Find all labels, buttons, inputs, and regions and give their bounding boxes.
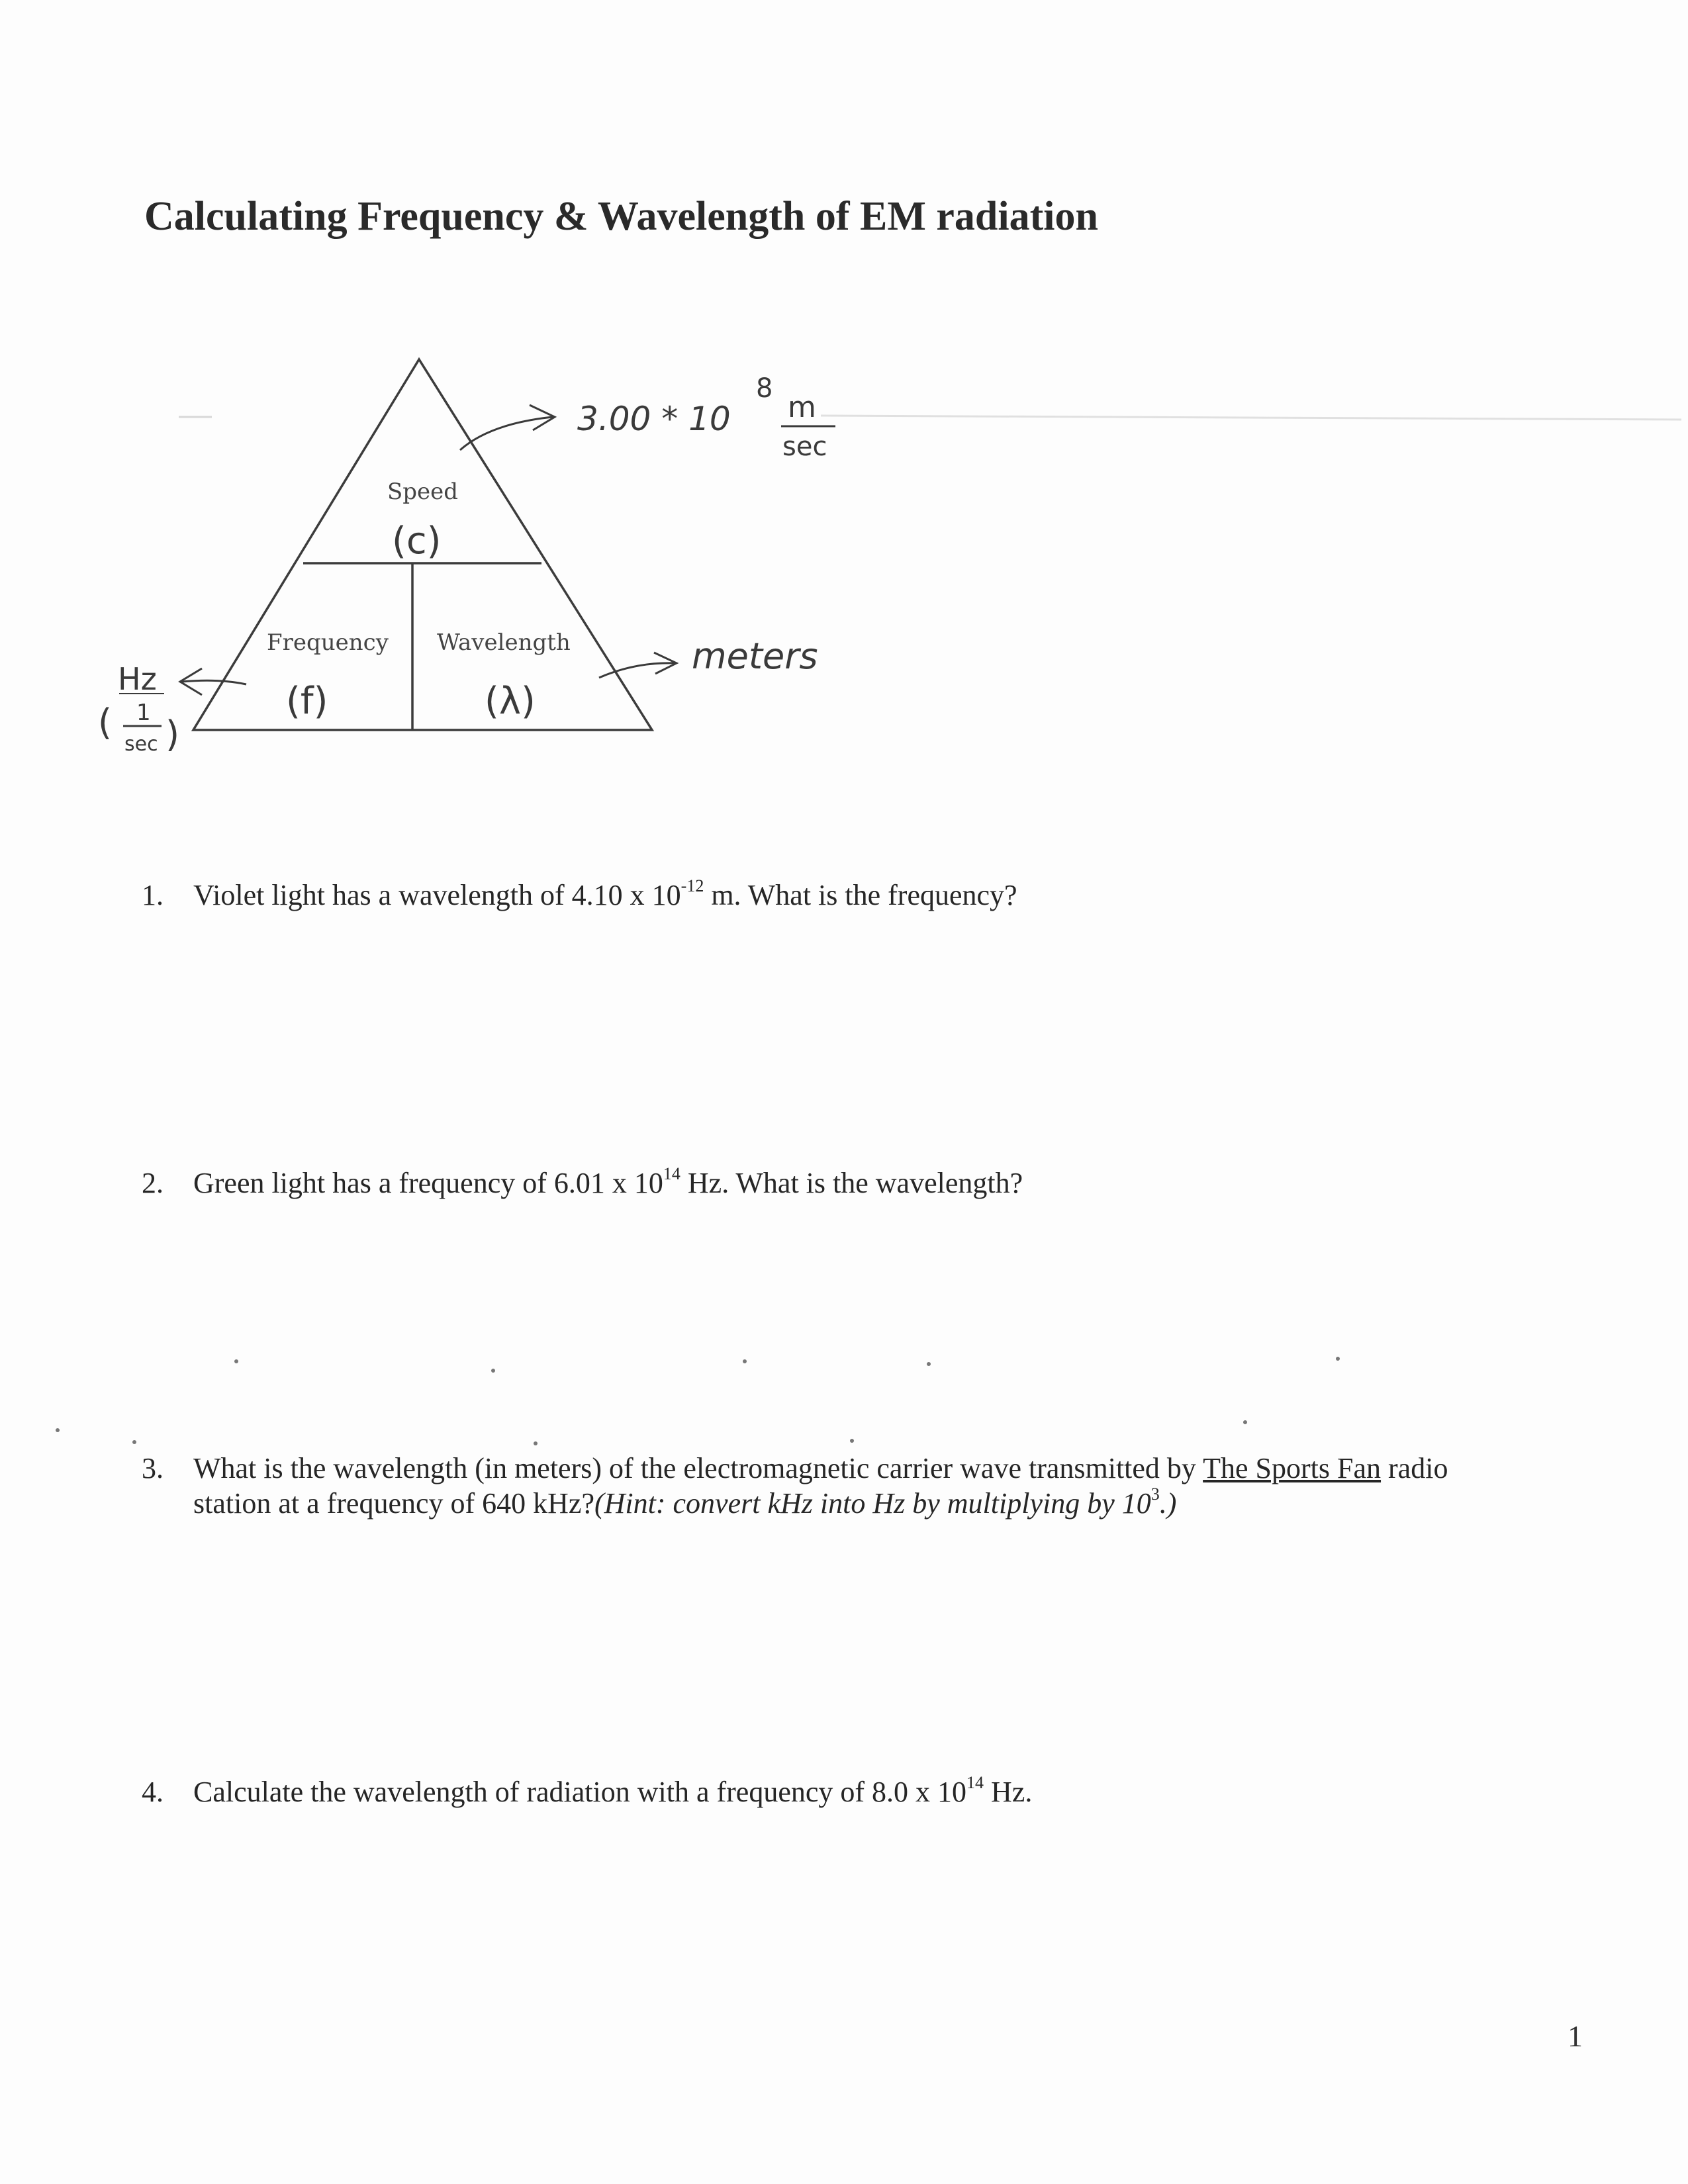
frequency-arrow: [182, 680, 246, 684]
wavelength-label: Wavelength: [437, 629, 571, 656]
scan-speck: [1243, 1420, 1247, 1424]
speed-symbol: (c): [392, 520, 442, 563]
close-paren: ): [165, 713, 180, 755]
wavelength-annotation: meters: [692, 635, 818, 677]
frequency-symbol: (f): [286, 680, 328, 723]
question-2: 2. Green light has a frequency of 6.01 x $10^{14}$ Hz. What is the wavelength?: [142, 1164, 1023, 1199]
frequency-label: Frequency: [267, 629, 389, 656]
question-number: 4.: [142, 1776, 164, 1808]
question-1: 1. Violet light has a wavelength of 4.10 x $10^{-12}$ m. What is the frequency?: [142, 876, 1017, 911]
question-number: 2.: [142, 1167, 164, 1199]
scan-speck: [491, 1369, 495, 1373]
speed-unit-numerator: m: [788, 390, 816, 424]
question-number: 1.: [142, 879, 164, 911]
speed-exponent: 8: [756, 373, 773, 404]
frequency-alt-denominator: sec: [124, 733, 158, 756]
scan-speck: [132, 1440, 136, 1444]
frequency-alt-numerator: 1: [136, 700, 151, 726]
speed-unit-denominator: sec: [782, 432, 827, 462]
question-3: 3. What is the wavelength (in meters) of the electromagnetic carrier wave transmitted by The Sports Fan radio: [142, 1452, 1448, 1484]
speed-annotation: 3.00 * 10: [577, 400, 731, 438]
speed-label: Speed: [387, 478, 459, 505]
question-3-line-2: station at a frequency of 640 kHz?(Hint: convert kHz into Hz by multiplying by $10^3$.): [193, 1484, 1177, 1520]
page-title: Calculating Frequency & Wavelength of EM radiation: [144, 194, 1098, 239]
scan-speck: [1336, 1357, 1340, 1361]
question-4: 4. Calculate the wavelength of radiation with a frequency of 8.0 x $10^{14}$ Hz.: [142, 1773, 1033, 1808]
wavelength-symbol: (λ): [485, 680, 536, 723]
question-number: 3.: [142, 1452, 164, 1484]
open-paren: (: [98, 702, 113, 743]
scan-speck: [743, 1359, 747, 1363]
sports-fan-link: The Sports Fan: [1203, 1452, 1382, 1484]
scan-speck: [850, 1439, 854, 1443]
scan-speck: [534, 1441, 538, 1445]
frequency-annotation: Hz: [118, 661, 157, 697]
formula-triangle-diagram: [0, 0, 1688, 794]
scan-speck: [927, 1362, 931, 1366]
scan-speck: [234, 1359, 238, 1363]
page-number: 1: [1568, 2019, 1583, 2053]
scan-speck: [56, 1428, 60, 1432]
